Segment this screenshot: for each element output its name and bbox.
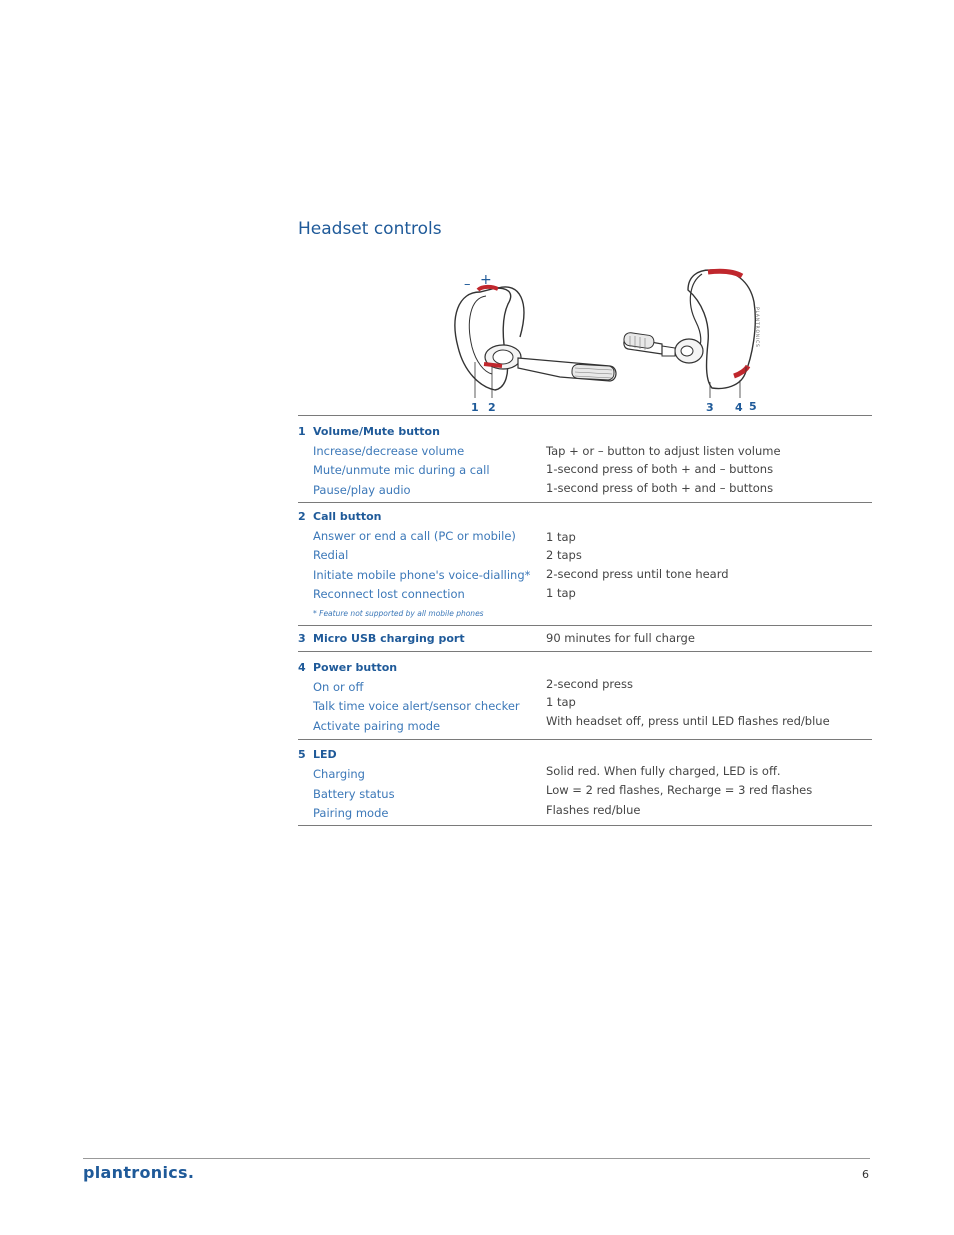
section-number: 5	[298, 748, 306, 761]
row-value: 1 tap	[546, 530, 576, 544]
footnote: * Feature not supported by all mobile phones	[313, 609, 484, 618]
section-label: Volume/Mute button	[313, 425, 440, 438]
section-label: Power button	[313, 661, 398, 674]
minus-label: –	[464, 277, 471, 292]
page-title: Headset controls	[298, 219, 442, 239]
controls-table	[298, 415, 872, 826]
headset-illustration	[440, 262, 780, 417]
section-number: 4	[298, 661, 306, 674]
row-item: Redial	[313, 548, 349, 562]
row-item: Activate pairing mode	[313, 719, 441, 733]
row-item: Answer or end a call (PC or mobile)	[313, 529, 516, 543]
row-item: Talk time voice alert/sensor checker	[313, 699, 520, 713]
section-number: 1	[298, 425, 306, 438]
section-call-button	[298, 503, 872, 626]
row-value: 1 tap	[546, 586, 576, 600]
callout-2: 2	[488, 401, 496, 414]
section-power-button	[298, 652, 872, 740]
headset-left-view	[455, 272, 616, 414]
row-item: Mute/unmute mic during a call	[313, 463, 490, 477]
section-label: Micro USB charging port	[313, 632, 465, 645]
section-label: LED	[313, 748, 337, 761]
row-item: Battery status	[313, 787, 395, 801]
section-led	[298, 740, 872, 826]
section-usb-port	[298, 626, 872, 652]
row-value: 2-second press	[546, 677, 633, 691]
row-item: Charging	[313, 767, 365, 781]
callout-5: 5	[749, 400, 757, 413]
callout-4: 4	[735, 401, 743, 414]
row-value: Flashes red/blue	[546, 803, 641, 817]
row-item: Initiate mobile phone's voice-dialling*	[313, 568, 531, 582]
row-item: On or off	[313, 680, 364, 694]
section-number: 3	[298, 632, 306, 645]
page-number: 6	[862, 1168, 869, 1181]
row-value: Low = 2 red flashes, Recharge = 3 red flashes	[546, 783, 813, 797]
plus-label: +	[480, 272, 492, 288]
row-value: 1-second press of both + and – buttons	[546, 462, 774, 476]
section-volume-mute	[298, 416, 872, 503]
device-brand-text: PLANTRONICS	[754, 307, 759, 348]
row-value: 90 minutes for full charge	[546, 631, 695, 645]
row-value: 2-second press until tone heard	[546, 567, 729, 581]
headset-right-view	[623, 270, 760, 414]
row-value: 1 tap	[546, 695, 576, 709]
plantronics-logo: plantronics.	[83, 1163, 195, 1182]
footer-divider	[83, 1158, 870, 1159]
row-item: Pause/play audio	[313, 483, 411, 497]
row-value: 1-second press of both + and – buttons	[546, 481, 774, 495]
row-value: Solid red. When fully charged, LED is off.	[546, 764, 781, 778]
row-item: Pairing mode	[313, 806, 389, 820]
callout-3: 3	[706, 401, 714, 414]
row-value: With headset off, press until LED flashes red/blue	[546, 714, 830, 728]
row-item: Increase/decrease volume	[313, 444, 465, 458]
row-item: Reconnect lost connection	[313, 587, 465, 601]
section-label: Call button	[313, 510, 382, 523]
row-value: Tap + or – button to adjust listen volume	[546, 444, 781, 458]
callout-1: 1	[471, 401, 479, 414]
row-value: 2 taps	[546, 548, 582, 562]
section-number: 2	[298, 510, 306, 523]
